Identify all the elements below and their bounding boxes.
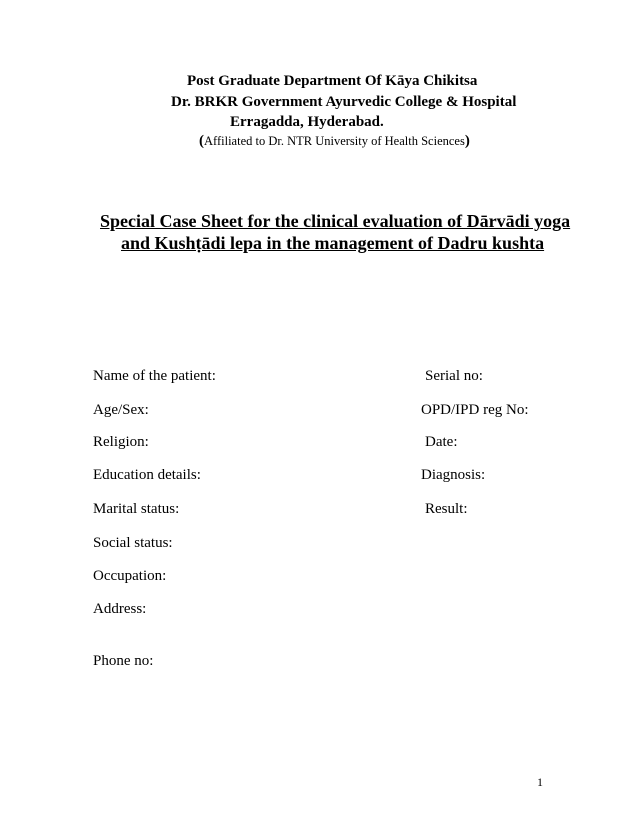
field-marital-status: Marital status:	[93, 501, 180, 517]
field-date: Date:	[425, 434, 458, 450]
affiliation-close-paren: )	[464, 133, 470, 149]
field-social-status: Social status:	[93, 535, 173, 551]
field-patient-name: Name of the patient:	[93, 368, 216, 384]
affiliation-line	[199, 133, 470, 150]
college-heading: Dr. BRKR Government Ayurvedic College & Hospital	[171, 94, 517, 110]
field-phone: Phone no:	[93, 653, 154, 669]
field-address: Address:	[93, 601, 147, 617]
field-age-sex: Age/Sex:	[93, 402, 149, 418]
case-sheet-title-line1: Special Case Sheet for the clinical evaluation of Dārvādi yoga	[100, 211, 571, 231]
field-religion: Religion:	[93, 434, 149, 450]
location-heading: Erragadda, Hyderabad.	[230, 114, 384, 130]
affiliation-text: Affiliated to Dr. NTR University of Health Sciences	[204, 134, 465, 148]
field-opd-ipd-reg: OPD/IPD reg No:	[421, 402, 529, 418]
affiliation-open-paren: (	[199, 133, 204, 149]
field-occupation: Occupation:	[93, 568, 167, 584]
case-sheet-title-line2: and Kushṭādi lepa in the management of Dadru kushta	[121, 233, 545, 253]
field-diagnosis: Diagnosis:	[421, 467, 486, 483]
department-heading: Post Graduate Department Of Kāya Chikitsa	[187, 73, 478, 89]
page-number: 1	[537, 775, 543, 789]
field-result: Result:	[425, 501, 468, 517]
field-education: Education details:	[93, 467, 201, 483]
field-serial-no: Serial no:	[425, 368, 483, 384]
